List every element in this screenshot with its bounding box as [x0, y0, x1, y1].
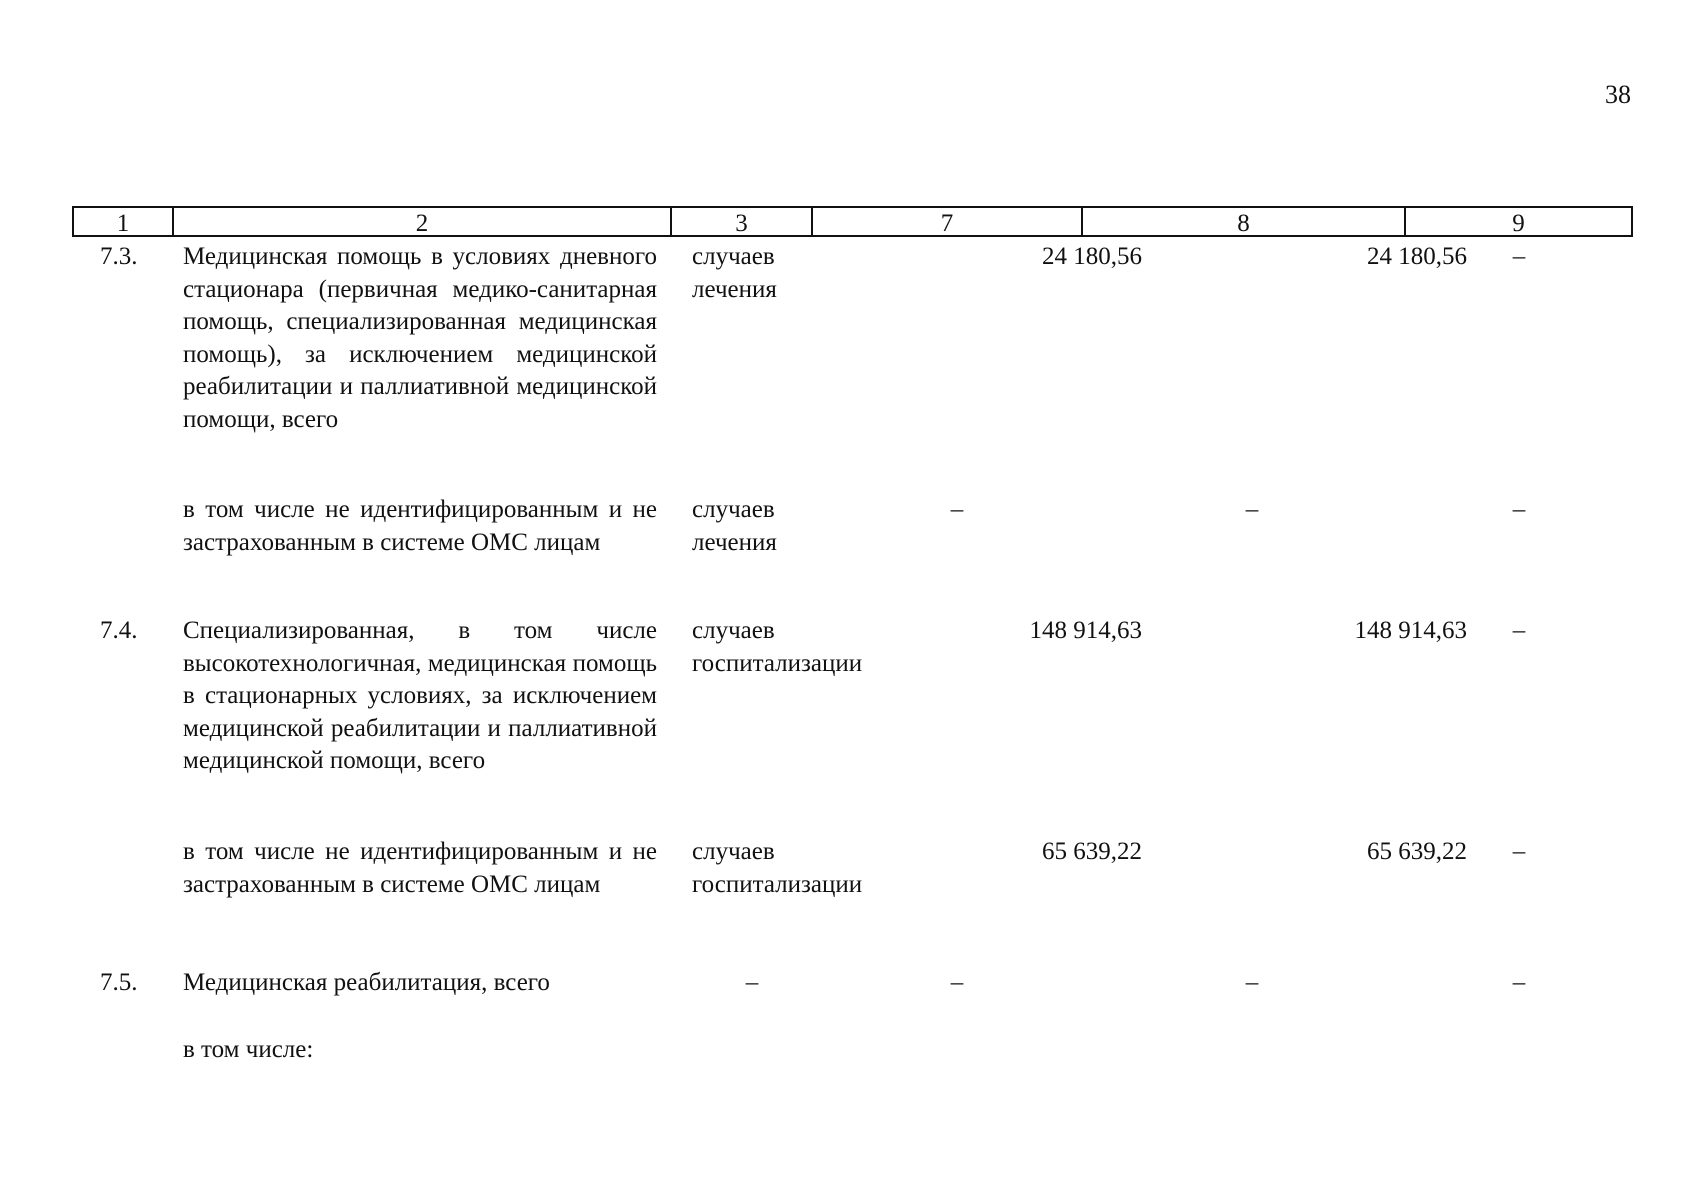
row-description: в том числе не идентифицированным и не застрахованным в системе ОМС лицам: [183, 496, 657, 556]
table-header-row: [72, 206, 1633, 237]
row-unit: случаев лечения: [692, 496, 777, 556]
row-number: 7.3.: [100, 243, 138, 270]
row-number: 7.4.: [100, 617, 138, 644]
column-header-9: 9: [1512, 210, 1525, 237]
row-value-col7: 65 639,22: [1042, 838, 1142, 865]
row-value-col9: –: [1512, 243, 1526, 270]
row-value-col8: 148 914,63: [1354, 617, 1467, 644]
row-value-col7: 148 914,63: [1029, 617, 1142, 644]
row-unit: случаев госпитализации: [692, 617, 863, 677]
row-value-col7: –: [950, 496, 964, 523]
row-value-col8: –: [1245, 969, 1259, 996]
row-description: Медицинская помощь в условиях дневного стационара (первичная медико-санитарная помощь, специализированная медицинская помощь), за исключением медицинской реабилитации и паллиативной медицинской помощи, всего: [183, 243, 657, 433]
row-value-col3: –: [745, 969, 759, 996]
row-description: Специализированная, в том числе высокотехнологичная, медицинская помощь в стационарных условиях, за исключением медицинской реабилитации и паллиативной медицинской помощи, всего: [183, 617, 657, 774]
column-header-8: 8: [1083, 208, 1406, 235]
row-unit: случаев лечения: [692, 243, 777, 303]
column-header-2: 2: [174, 208, 672, 235]
column-header-7: 7: [813, 208, 1083, 235]
row-number: 7.5.: [100, 969, 138, 996]
row-value-col8: 24 180,56: [1367, 243, 1467, 270]
row-description: в том числе:: [183, 1036, 314, 1063]
page-number: 38: [1605, 80, 1631, 109]
row-value-col9: –: [1512, 617, 1526, 644]
row-value-col7: –: [950, 969, 964, 996]
row-value-col9: –: [1512, 496, 1526, 523]
row-description: в том числе не идентифицированным и не застрахованным в системе ОМС лицам: [183, 838, 657, 898]
row-value-col8: 65 639,22: [1367, 838, 1467, 865]
column-header-3: 3: [672, 208, 813, 235]
row-value-col9: –: [1512, 969, 1526, 996]
row-unit: случаев госпитализации: [692, 838, 863, 898]
row-value-col8: –: [1245, 496, 1259, 523]
row-description: Медицинская реабилитация, всего: [183, 969, 550, 996]
column-header-1: 1: [74, 208, 174, 235]
row-value-col9: –: [1512, 838, 1526, 865]
row-value-col7: 24 180,56: [1042, 243, 1142, 270]
